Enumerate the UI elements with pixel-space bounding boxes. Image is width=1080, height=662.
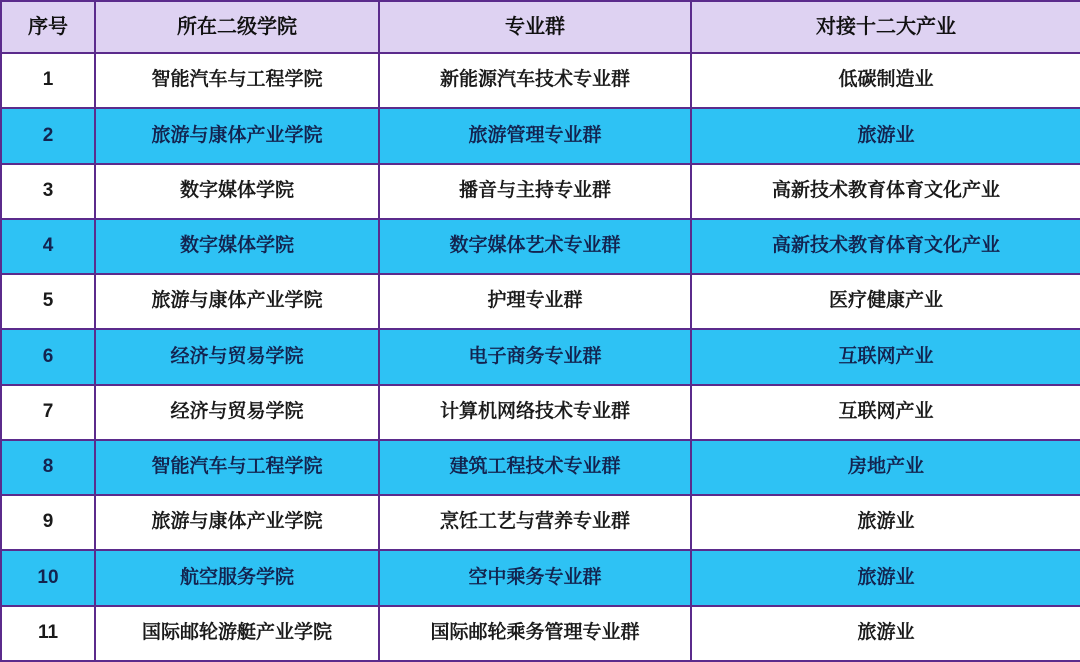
cell-group: 新能源汽车技术专业群 bbox=[379, 53, 691, 108]
table-row bbox=[1, 329, 1080, 384]
cell-college: 旅游与康体产业学院 bbox=[95, 274, 379, 329]
table-row bbox=[1, 274, 1080, 329]
table-body bbox=[1, 53, 1080, 661]
cell-group: 国际邮轮乘务管理专业群 bbox=[379, 606, 691, 661]
table-row bbox=[1, 606, 1080, 661]
cell-group: 旅游管理专业群 bbox=[379, 108, 691, 163]
table-row bbox=[1, 495, 1080, 550]
cell-index: 4 bbox=[1, 219, 95, 274]
cell-index: 9 bbox=[1, 495, 95, 550]
cell-index: 11 bbox=[1, 606, 95, 661]
cell-index: 7 bbox=[1, 385, 95, 440]
cell-industry: 旅游业 bbox=[691, 550, 1080, 605]
cell-industry: 互联网产业 bbox=[691, 329, 1080, 384]
cell-index: 6 bbox=[1, 329, 95, 384]
cell-index: 2 bbox=[1, 108, 95, 163]
cell-college: 航空服务学院 bbox=[95, 550, 379, 605]
cell-group: 数字媒体艺术专业群 bbox=[379, 219, 691, 274]
table-row bbox=[1, 108, 1080, 163]
cell-group: 建筑工程技术专业群 bbox=[379, 440, 691, 495]
cell-index: 5 bbox=[1, 274, 95, 329]
column-header-index: 序号 bbox=[1, 1, 95, 53]
cell-group: 播音与主持专业群 bbox=[379, 164, 691, 219]
cell-group: 计算机网络技术专业群 bbox=[379, 385, 691, 440]
column-header-industry: 对接十二大产业 bbox=[691, 1, 1080, 53]
table-row bbox=[1, 219, 1080, 274]
cell-index: 8 bbox=[1, 440, 95, 495]
table-row bbox=[1, 550, 1080, 605]
cell-college: 智能汽车与工程学院 bbox=[95, 440, 379, 495]
table-row bbox=[1, 385, 1080, 440]
cell-index: 1 bbox=[1, 53, 95, 108]
cell-college: 旅游与康体产业学院 bbox=[95, 108, 379, 163]
cell-group: 护理专业群 bbox=[379, 274, 691, 329]
table-row bbox=[1, 440, 1080, 495]
column-header-group: 专业群 bbox=[379, 1, 691, 53]
cell-industry: 高新技术教育体育文化产业 bbox=[691, 219, 1080, 274]
cell-college: 旅游与康体产业学院 bbox=[95, 495, 379, 550]
cell-industry: 旅游业 bbox=[691, 108, 1080, 163]
cell-industry: 旅游业 bbox=[691, 606, 1080, 661]
cell-college: 数字媒体学院 bbox=[95, 219, 379, 274]
cell-industry: 房地产业 bbox=[691, 440, 1080, 495]
cell-college: 经济与贸易学院 bbox=[95, 329, 379, 384]
cell-industry: 互联网产业 bbox=[691, 385, 1080, 440]
cell-college: 经济与贸易学院 bbox=[95, 385, 379, 440]
cell-industry: 低碳制造业 bbox=[691, 53, 1080, 108]
cell-college: 国际邮轮游艇产业学院 bbox=[95, 606, 379, 661]
cell-industry: 高新技术教育体育文化产业 bbox=[691, 164, 1080, 219]
cell-college: 智能汽车与工程学院 bbox=[95, 53, 379, 108]
cell-group: 空中乘务专业群 bbox=[379, 550, 691, 605]
column-header-college: 所在二级学院 bbox=[95, 1, 379, 53]
cell-industry: 医疗健康产业 bbox=[691, 274, 1080, 329]
cell-index: 3 bbox=[1, 164, 95, 219]
cell-group: 烹饪工艺与营养专业群 bbox=[379, 495, 691, 550]
table-row bbox=[1, 53, 1080, 108]
cell-group: 电子商务专业群 bbox=[379, 329, 691, 384]
cell-index: 10 bbox=[1, 550, 95, 605]
cell-industry: 旅游业 bbox=[691, 495, 1080, 550]
cell-college: 数字媒体学院 bbox=[95, 164, 379, 219]
table-row bbox=[1, 164, 1080, 219]
table-header bbox=[1, 1, 1080, 53]
table-header-row bbox=[1, 1, 1080, 53]
